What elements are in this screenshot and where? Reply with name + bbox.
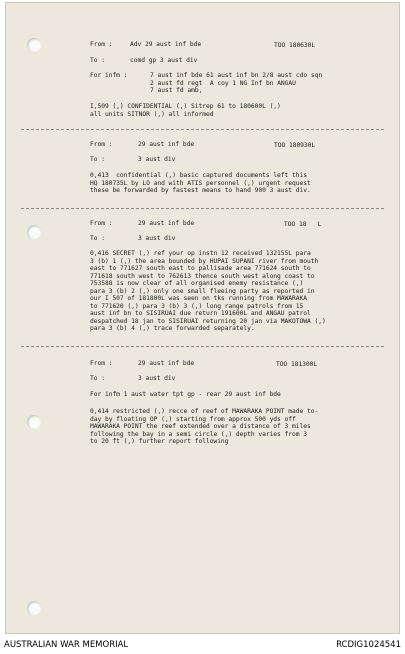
message-separator	[21, 129, 384, 130]
from-label: From :	[90, 360, 113, 367]
to-label: To :	[90, 375, 105, 382]
body-line: day by floating OP (,) starting from approx 500 yds off	[90, 415, 296, 423]
from-value: Adv 29 aust inf bde	[130, 41, 202, 48]
info-label: For infm :	[90, 72, 128, 79]
to-value: 3 aust div	[138, 156, 176, 163]
body-line: aust inf bn to SISIRUAI due return 191600L and ANGAU patrol	[90, 310, 311, 317]
body-line: east to 771627 south east to pallisade area 771624 south to	[90, 265, 311, 272]
info-line: 7 aust inf bde 61 aust inf bn 2/8 aust cdo sqn	[150, 72, 323, 79]
to-label: To :	[90, 57, 105, 64]
body-line: all units SITNOR (,) all informed	[90, 110, 214, 118]
info-label: For infm 1 aust water tpt gp - rear 29 aust inf bde	[90, 391, 281, 398]
from-label: From :	[90, 220, 113, 227]
time-of-origin: TOO 180930L	[274, 142, 316, 149]
body-line: I,509 (,) CONFIDENTIAL (,) Sitrep 61 to 180600L (,)	[90, 103, 281, 110]
punch-hole	[27, 601, 41, 615]
to-value: comd gp 3 aust div	[130, 57, 198, 64]
body-line: 0,414 restricted (,) recce of reef of MAWARAKA POINT made to-	[90, 408, 319, 415]
body-line: 753588 is now clear of all organised enemy resistance (,)	[90, 280, 304, 287]
to-value: 3 aust div	[138, 375, 176, 382]
time-of-origin: TOO 181300L	[276, 361, 318, 368]
punch-hole	[27, 415, 41, 429]
archive-footer	[0, 634, 405, 654]
footer-record-id: RCDIG1024541	[336, 640, 401, 650]
body-line: para 3 (b) 4 (,) trace forwarded separately.	[90, 325, 255, 332]
punch-hole	[27, 225, 41, 239]
footer-source: AUSTRALIAN WAR MEMORIAL	[4, 640, 129, 650]
from-value: 29 aust inf bde	[138, 141, 195, 148]
body-line: despatched 18 jan to SISIRUAI returning 20 jan via MAKOTOWA (,)	[90, 317, 326, 325]
to-value: 3 aust div	[138, 235, 176, 242]
message-separator	[21, 208, 384, 209]
body-line: our I 507 of 181800L was seen on tks running from MAWARAKA	[90, 295, 307, 302]
info-line: 2 aust fd regt A coy 1 NG Inf bn ANGAU	[150, 79, 296, 87]
punch-hole	[27, 38, 41, 52]
from-label: From :	[90, 41, 113, 48]
body-line: these be forwarded by fastest means to hand 900 3 aust div.	[90, 187, 311, 194]
from-value: 29 aust inf bde	[138, 360, 195, 367]
body-line: 0,413 confidential (,) basic captured documents left this	[90, 172, 307, 179]
body-line: MAWARAKA POINT the reef extended over a distance of 3 miles	[90, 423, 311, 430]
document-page	[5, 2, 400, 634]
message-separator	[21, 346, 384, 347]
body-line: HQ 180735L by LO and with ATIS personnel (,) urgent request	[90, 179, 311, 187]
from-label: From :	[90, 141, 113, 148]
body-line: 3 (b) 1 (,) the area bounded by HUPAI SUPANI river from mouth	[90, 257, 319, 265]
body-line: to 20 ft (,) further report following	[90, 438, 229, 445]
body-line: to 771620 (,) para 3 (b) 3 (,) long range patrols from 15	[90, 302, 304, 310]
body-line: 0,416 SECRET (,) ref your op instn 12 received 132155L para	[90, 250, 311, 257]
time-of-origin: TOO 180630L	[274, 42, 316, 49]
body-line: 771618 south west to 762613 thence south west along coast to	[90, 272, 315, 280]
body-line: para 3 (b) 2 (,) only one small fleeing party as reported in	[90, 287, 315, 295]
info-line: 7 aust fd amb,	[150, 87, 203, 94]
from-value: 29 aust inf bde	[138, 220, 195, 227]
time-of-origin: TOO 18 L	[284, 221, 322, 228]
body-line: following the bay in a semi circle (,) depth varies from 3	[90, 430, 307, 438]
to-label: To :	[90, 156, 105, 163]
to-label: To :	[90, 235, 105, 242]
